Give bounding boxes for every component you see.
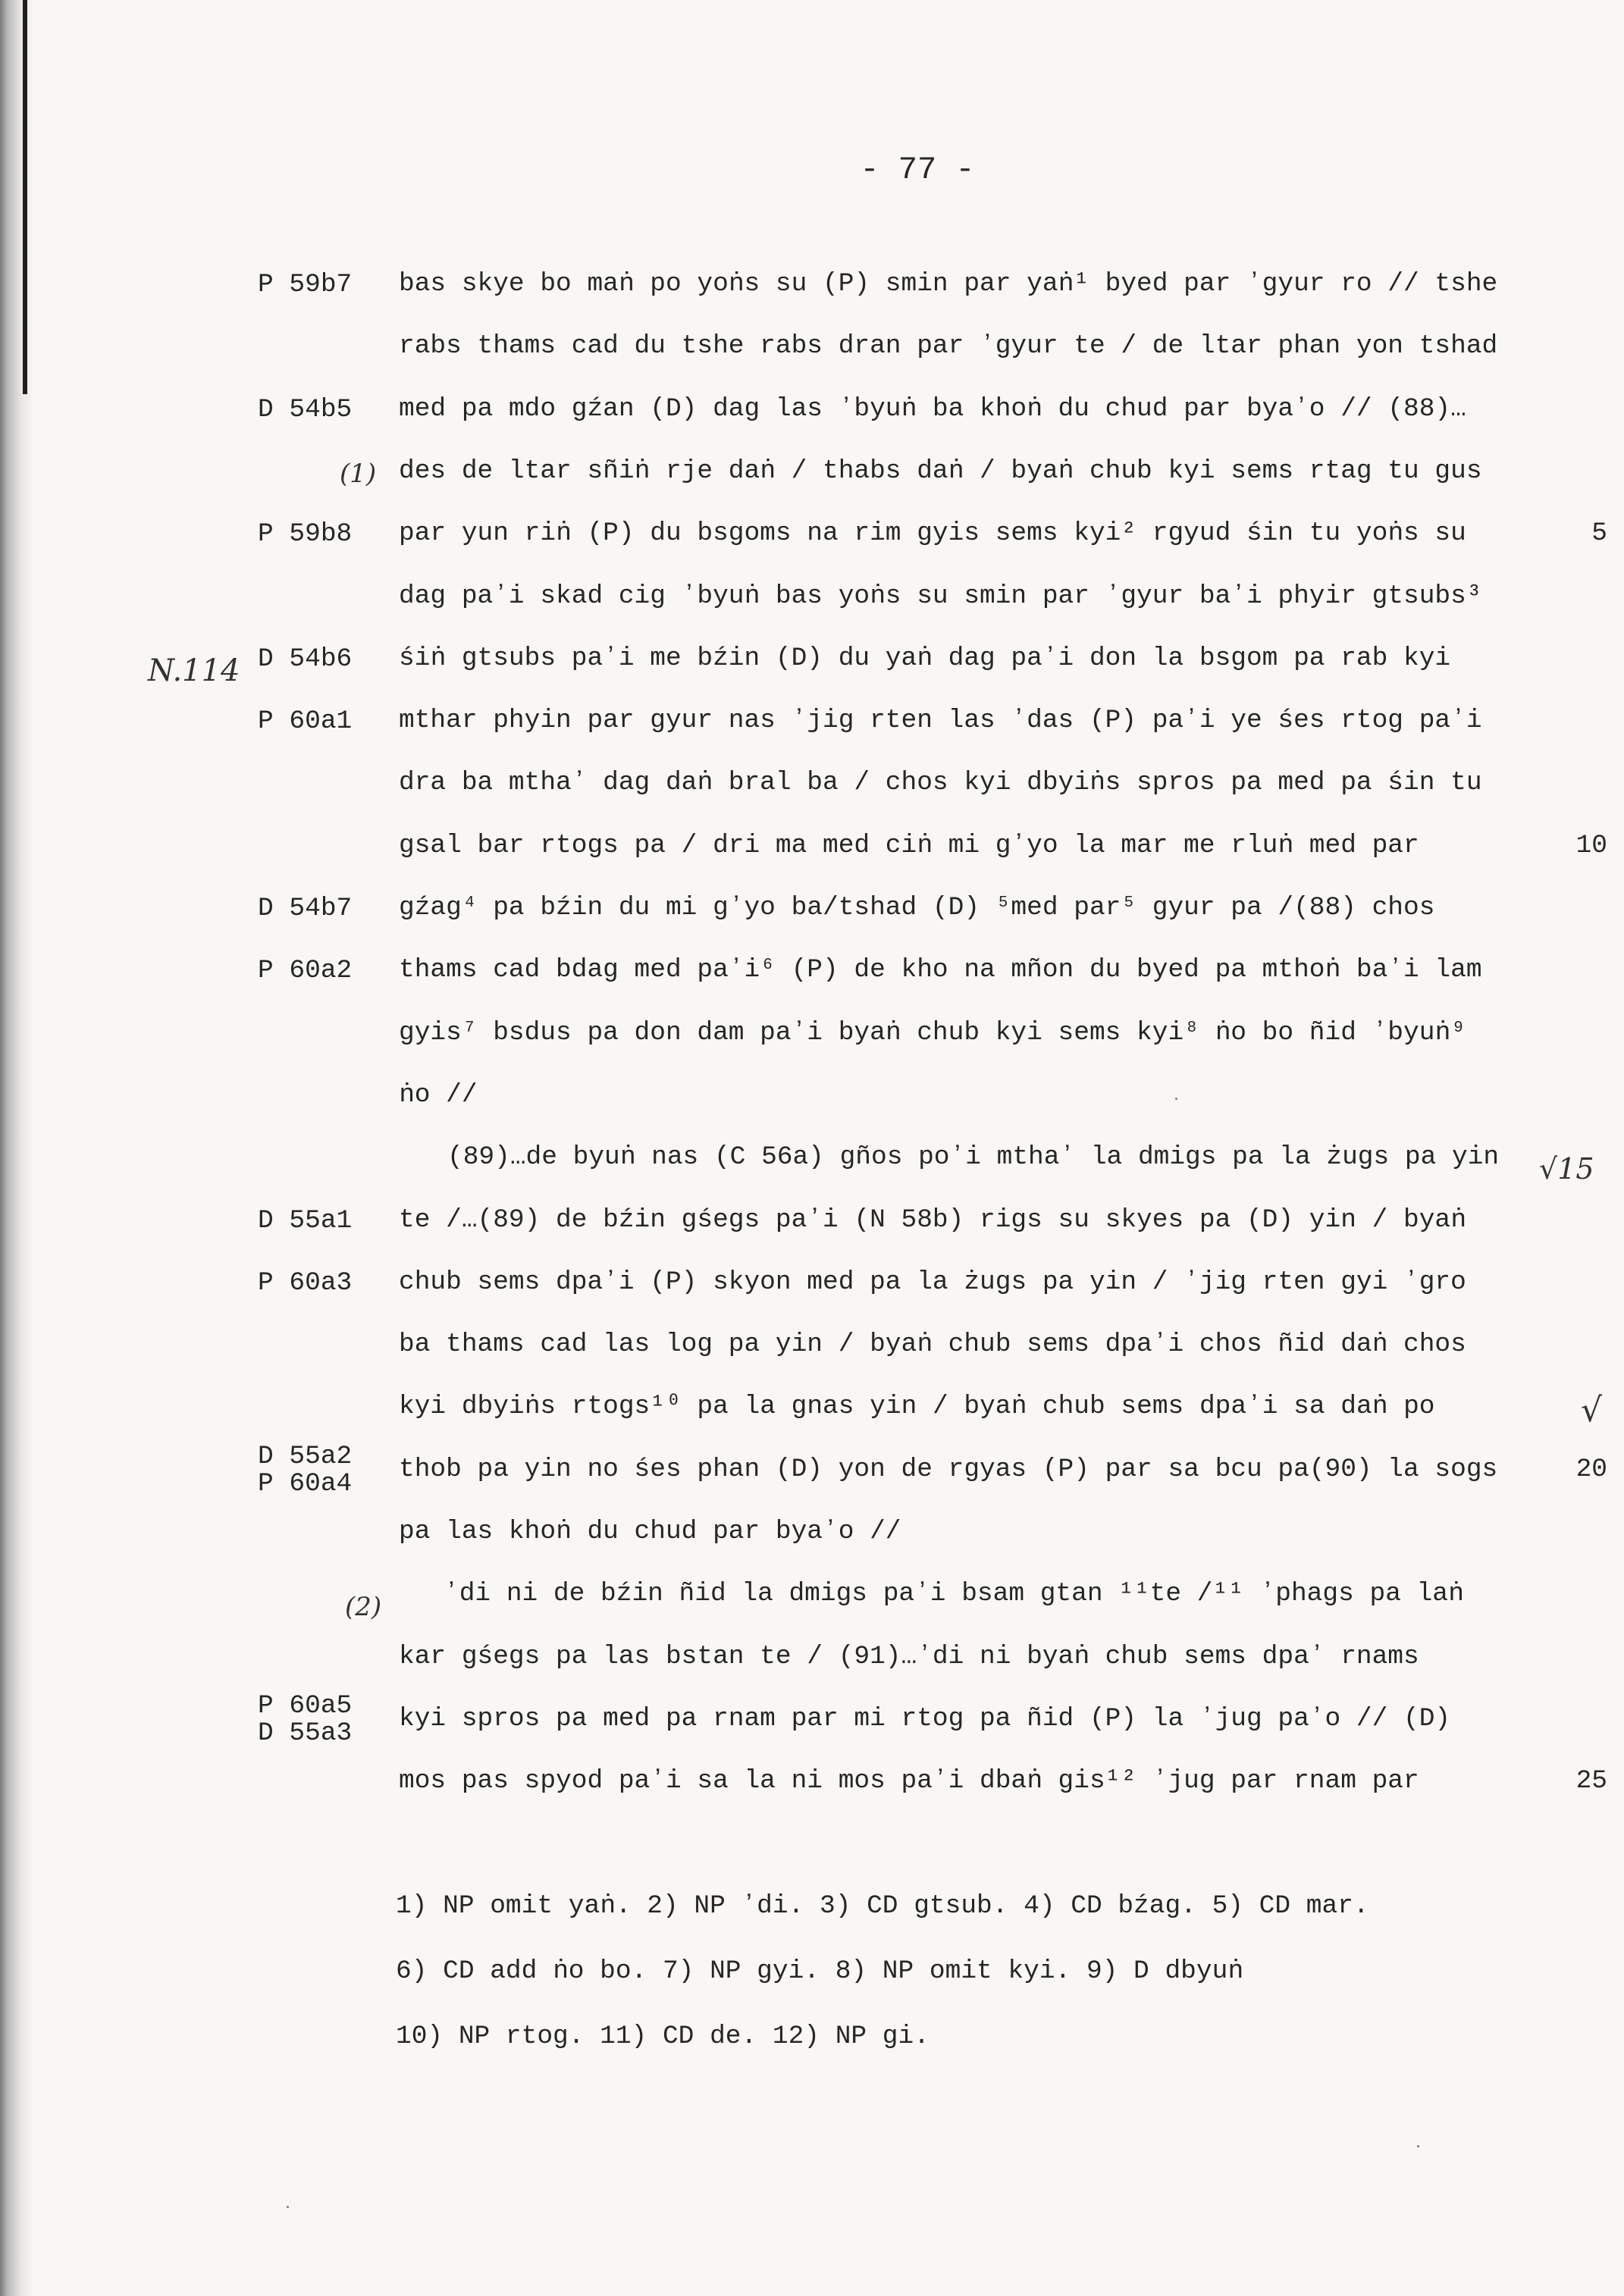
text-line: ba thams cad las log pa yin / byaṅ chub sems dpaʼi chos ñid daṅ chos [399,1330,1466,1359]
manuscript-signature: P 60a1 [258,706,353,736]
text-line: gyis⁷ bsdus pa don dam paʼi byaṅ chub kyi sems kyi⁸ ṅo bo ñid ʼbyuṅ⁹ [399,1018,1466,1048]
footnote-line: 6) CD add ṅo bo. 7) NP gyi. 8) NP omit kyi. 9) D dbyuṅ [396,1956,1243,1986]
manuscript-signature: P 60a5 D 55a3 [258,1691,353,1749]
scanned-page-edge [0,0,33,2296]
speck [1175,1098,1177,1100]
line-number: 5 [1591,518,1607,548]
text-line: pa las khoṅ du chud par byaʼo // [399,1517,901,1546]
manuscript-signature: D 55a2 P 60a4 [258,1442,353,1499]
text-line: gsal bar rtogs pa / dri ma med ciṅ mi gʼyo la mar me rluṅ med par [399,831,1419,860]
manuscript-signature: P 59b7 [258,270,353,299]
text-line: rabs thams cad du tshe rabs dran par ʼgyur te / de ltar phan yon tshad [399,331,1498,361]
manuscript-signature: P 60a3 [258,1268,353,1298]
margin-note-n114: N.114 [148,653,240,688]
margin-note-1: (1) [340,459,377,489]
text-line: kyi spros pa med pa rnam par mi rtog pa ñid (P) la ʼjug paʼo // (D) [399,1704,1451,1734]
manuscript-signature: D 54b7 [258,894,353,923]
text-line: kyi dbyiṅs rtogs¹⁰ pa la gnas yin / byaṅ chub sems dpaʼi sa daṅ po [399,1392,1435,1421]
text-line: des de ltar sñiṅ rje daṅ / thabs daṅ / byaṅ chub kyi sems rtag tu gus [399,456,1482,486]
binding-shadow [23,0,27,394]
manuscript-signature: D 54b6 [258,644,353,674]
manuscript-signature: P 60a2 [258,956,353,985]
manuscript-signature: P 59b8 [258,519,353,549]
manuscript-signature: D 54b5 [258,395,353,424]
text-line: ʼdi ni de bźin ñid la dmigs paʼi bsam gtan ¹¹te /¹¹ ʼphags pa laṅ [444,1579,1464,1608]
text-line: gźag⁴ pa bźin du mi gʼyo ba/tshad (D) ⁵med par⁵ gyur pa /(88) chos [399,893,1435,922]
text-line: thams cad bdag med paʼi⁶ (P) de kho na mñon du byed pa mthoṅ baʼi lam [399,955,1482,985]
line-number: 25 [1575,1766,1607,1796]
page-number: - 77 - [860,152,975,188]
text-line: bas skye bo maṅ po yoṅs su (P) smin par yaṅ¹ byed par ʼgyur ro // tshe [399,269,1498,299]
margin-check-15: √15 [1539,1152,1594,1186]
text-line: thob pa yin no śes phan (D) yon de rgyas (P) par sa bcu pa(90) la sogs [399,1455,1498,1484]
text-line: (89)…de byuṅ nas (C 56a) gños poʼi mthaʼ la dmigs pa la żugs pa yin [447,1142,1500,1172]
margin-note-2: (2) [345,1592,382,1622]
manuscript-signature: D 55a1 [258,1206,353,1236]
text-line: dag paʼi skad cig ʼbyuṅ bas yoṅs su smin par ʼgyur baʼi phyir gtsubs³ [399,581,1482,611]
text-line: med pa mdo gźan (D) dag las ʼbyuṅ ba khoṅ du chud par byaʼo // (88)… [399,394,1466,424]
text-line: ṅo // [399,1080,478,1110]
text-line: śiṅ gtsubs paʼi me bźin (D) du yaṅ dag paʼi don la bsgom pa rab kyi [399,644,1451,673]
footnote-line: 1) NP omit yaṅ. 2) NP ʼdi. 3) CD gtsub. 4) CD bźag. 5) CD mar. [396,1891,1369,1921]
text-line: mos pas spyod paʼi sa la ni mos paʼi dbaṅ gis¹² ʼjug par rnam par [399,1766,1419,1796]
text-line: kar gśegs pa las bstan te / (91)…ʼdi ni byaṅ chub sems dpaʼ rnams [399,1642,1419,1671]
text-line: dra ba mthaʼ dag daṅ bral ba / chos kyi dbyiṅs spros pa med pa śin tu [399,768,1482,797]
speck [287,2206,289,2208]
line-number: 20 [1575,1455,1607,1484]
text-line: chub sems dpaʼi (P) skyon med pa la żugs pa yin / ʼjig rten gyi ʼgro [399,1267,1466,1297]
margin-check-19: √ [1581,1391,1603,1430]
text-line: te /…(89) de bźin gśegs paʼi (N 58b) rigs su skyes pa (D) yin / byaṅ [399,1205,1466,1235]
text-line: par yun riṅ (P) du bsgoms na rim gyis sems kyi² rgyud śin tu yoṅs su [399,518,1466,548]
speck [1417,2145,1419,2147]
line-number: 10 [1575,831,1607,860]
text-line: mthar phyin par gyur nas ʼjig rten las ʼdas (P) paʼi ye śes rtog paʼi [399,706,1482,735]
footnote-line: 10) NP rtog. 11) CD de. 12) NP gi. [396,2022,930,2051]
